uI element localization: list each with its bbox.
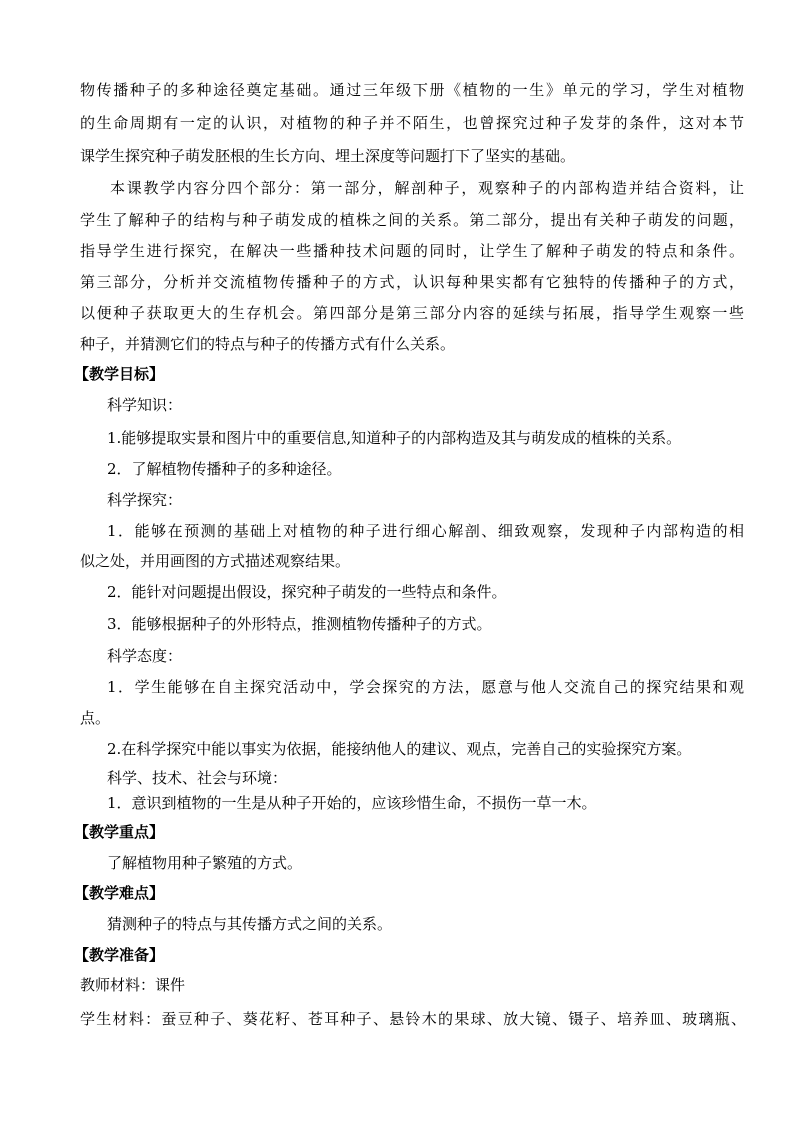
attitude-label: 科学态度： xyxy=(107,647,183,665)
teacher-materials: 教师材料：课件 xyxy=(80,976,186,994)
inquiry-item-3: 3．能够根据种子的外形特点，推测植物传播种子的方式。 xyxy=(107,615,492,633)
sts-item-1: 1．意识到植物的一生是从种子开始的，应该珍惜生命，不损伤一草一木。 xyxy=(107,794,597,812)
knowledge-item-2: 2．了解植物传播种子的多种途径。 xyxy=(107,460,342,478)
knowledge-item-1: 1.能够提取实景和图片中的重要信息,知道种子的内部构造及其与萌发成的植株的关系。 xyxy=(107,429,682,447)
inquiry-item-1-line-2: 似之处，并用画图的方式描述观察结果。 xyxy=(80,552,351,570)
paragraph-1-line-2: 的生命周期有一定的认识，对植物的种子并不陌生，也曾探究过种子发芽的条件，这对本节 xyxy=(80,114,744,132)
key-points-heading: 【教学重点】 xyxy=(74,823,165,841)
inquiry-item-1-line-1: 1．能够在预测的基础上对植物的种子进行细心解剖、细致观察，发现种子内部构造的相 xyxy=(107,522,744,540)
preparation-heading: 【教学准备】 xyxy=(74,946,165,964)
paragraph-2-line-6: 种子，并猜测它们的特点与种子的传播方式有什么关系。 xyxy=(80,335,456,353)
knowledge-label: 科学知识： xyxy=(107,396,183,414)
paragraph-1-line-1: 物传播种子的多种途径奠定基础。通过三年级下册《植物的一生》单元的学习，学生对植物 xyxy=(80,81,744,99)
paragraph-2-line-4: 第三部分，分析并交流植物传播种子的方式，认识每种果实都有它独特的传播种子的方式， xyxy=(80,273,744,291)
attitude-item-2: 2.在科学探究中能以事实为依据，能接纳他人的建议、观点，完善自己的实验探究方案。 xyxy=(107,740,692,758)
difficulties-heading: 【教学难点】 xyxy=(74,884,165,902)
paragraph-2-line-2: 学生了解种子的结构与种子萌发成的植株之间的关系。第二部分，提出有关种子萌发的问题， xyxy=(80,211,744,229)
paragraph-2-line-1: 本课教学内容分四个部分：第一部分，解剖种子，观察种子的内部构造并结合资料，让 xyxy=(110,179,744,197)
paragraph-1-line-3: 课学生探究种子萌发胚根的生长方向、埋土深度等问题打下了坚实的基础。 xyxy=(80,147,576,165)
objectives-heading: 【教学目标】 xyxy=(74,365,165,383)
attitude-item-1-line-2: 点。 xyxy=(80,709,111,727)
inquiry-item-2: 2．能针对问题提出假设，探究种子萌发的一些特点和条件。 xyxy=(107,583,507,601)
paragraph-2-line-3: 指导学生进行探究，在解决一些播种技术问题的同时，让学生了解种子萌发的特点和条件。 xyxy=(80,242,744,260)
inquiry-label: 科学探究： xyxy=(107,491,183,509)
student-materials: 学生材料：蚕豆种子、葵花籽、苍耳种子、悬铃木的果球、放大镜、镊子、培养皿、玻璃瓶、 xyxy=(80,1010,746,1028)
paragraph-2-line-5: 以便种子获取更大的生存机会。第四部分是第三部分内容的延续与拓展，指导学生观察一些 xyxy=(80,304,744,322)
attitude-item-1-line-1: 1．学生能够在自主探究活动中，学会探究的方法，愿意与他人交流自己的探究结果和观 xyxy=(107,678,744,696)
difficulties-text: 猜测种子的特点与其传播方式之间的关系。 xyxy=(107,915,393,933)
sts-label: 科学、技术、社会与环境： xyxy=(107,769,288,787)
key-points-text: 了解植物用种子繁殖的方式。 xyxy=(107,854,303,872)
